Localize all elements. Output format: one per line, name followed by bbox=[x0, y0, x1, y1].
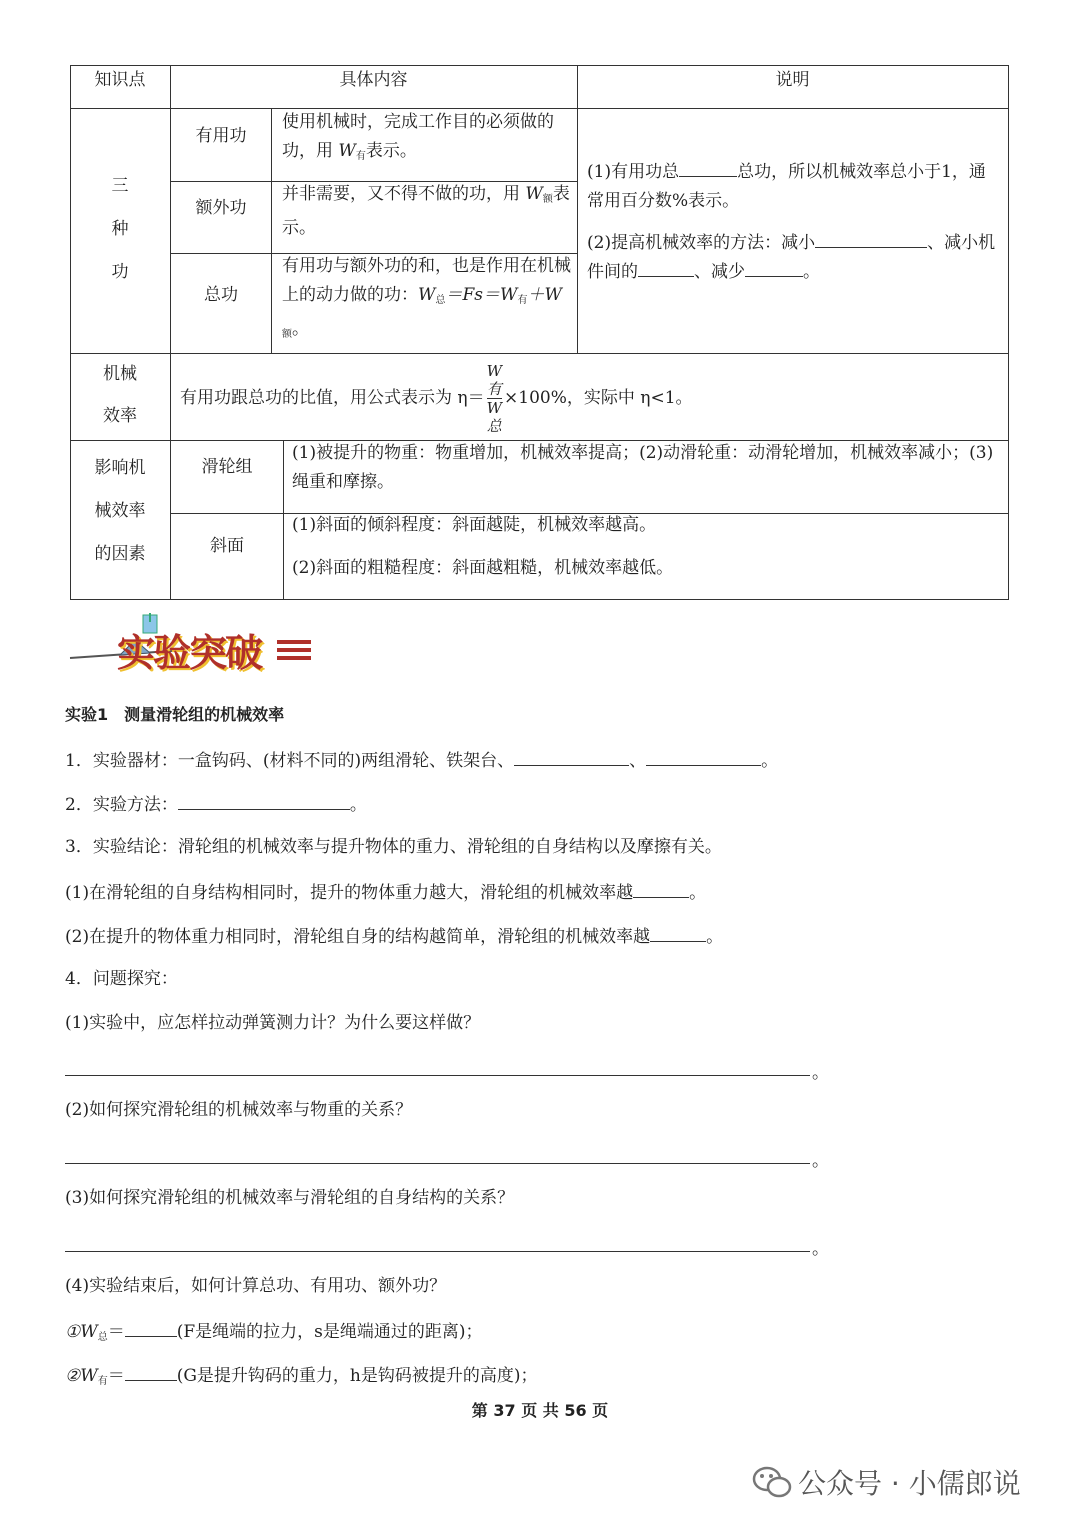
answer-line-2 bbox=[65, 1163, 810, 1164]
answer-1-period: 。 bbox=[812, 1063, 829, 1083]
three-works-label: 三 种 功 bbox=[111, 176, 129, 282]
wechat-icon bbox=[752, 1464, 792, 1500]
experiment-item-4: 4．问题探究： bbox=[65, 969, 178, 989]
answer-line-1 bbox=[65, 1075, 810, 1076]
conclusion-2: (2)在提升的物体重力相同时，滑轮组自身的结构越简单，滑轮组的机械效率越 。 bbox=[65, 923, 723, 949]
incline-desc-2: (2)斜面的粗糙程度：斜面越粗糙，机械效率越低。 bbox=[292, 558, 674, 578]
note-improve-efficiency: (2)提高机械效率的方法：减小 、减小机件间的 、减少 。 bbox=[587, 229, 1002, 287]
useful-work-label: 有用功 bbox=[195, 126, 247, 146]
question-2: (2)如何探究滑轮组的机械效率与物重的关系？ bbox=[65, 1100, 413, 1120]
formula-total-work: $①W_总= (F$是绳端的拉力，s是绳端通过的距离)； bbox=[65, 1318, 483, 1350]
question-1: (1)实验中，应怎样拉动弹簧测力计？为什么要这样做？ bbox=[65, 1013, 481, 1033]
experiment-title: 实验1 测量滑轮组的机械效率 bbox=[65, 705, 285, 724]
efficiency-fraction: W 有 W 总 bbox=[486, 362, 503, 435]
incline-label: 斜面 bbox=[210, 536, 244, 556]
header-note: 说明 bbox=[775, 70, 810, 90]
experiment-item-3: 3．实验结论：滑轮组的机械效率与提升物体的重力、滑轮组的自身结构以及摩擦有关。 bbox=[65, 837, 722, 857]
watermark bbox=[752, 1460, 1052, 1504]
pulley-label: 滑轮组 bbox=[201, 457, 253, 477]
watermark-text: 公众号 · 小儒郎说 bbox=[798, 1467, 1021, 1500]
page-number: 第 37 页 共 56 页 bbox=[471, 1401, 609, 1420]
incline-desc-1: (1)斜面的倾斜程度：斜面越陡，机械效率越高。 bbox=[292, 515, 657, 535]
extra-work-desc: 并非需要，又不得不做的功，用 $W_额$表示。 bbox=[282, 184, 570, 238]
experiment-item-2: 2．实验方法： 。 bbox=[65, 791, 367, 817]
total-work-label: 总功 bbox=[204, 285, 238, 305]
factors-label: 影响机 械效率 的因素 bbox=[94, 458, 146, 564]
banner-title: 实验突破 bbox=[117, 631, 262, 675]
question-4: (4)实验结束后，如何计算总功、有用功、额外功？ bbox=[65, 1276, 447, 1296]
useful-work-desc: 使用机械时，完成工作目的必须做的功，用 $W_有$表示。 bbox=[282, 112, 554, 162]
experiment-banner bbox=[65, 610, 315, 675]
efficiency-label: 机械 效率 bbox=[103, 364, 137, 426]
extra-work-label: 额外功 bbox=[195, 198, 247, 218]
answer-line-3 bbox=[65, 1251, 810, 1252]
efficiency-formula: 有用功跟总功的比值，用公式表示为 η＝ W 有 W 总 ×100%，实际中 η<1。 bbox=[180, 362, 693, 435]
note-useful-less-than-total: (1)有用功总 总功，所以机械效率总小于1，通常用百分数%表示。 bbox=[587, 158, 1002, 216]
total-work-desc: 有用功与额外功的和，也是作用在机械上的动力做的功：$W_总=Fs=W_有+W_额$。 bbox=[282, 256, 571, 340]
experiment-item-1: 1．实验器材：一盒钩码、(材料不同的)两组滑轮、铁架台、 、 。 bbox=[65, 747, 778, 773]
header-knowledge: 知识点 bbox=[94, 70, 146, 90]
pulley-desc: (1)被提升的物重：物重增加，机械效率提高；(2)动滑轮重：动滑轮增加，机械效率减小；(3)绳重和摩擦。 bbox=[292, 443, 994, 492]
header-content: 具体内容 bbox=[339, 70, 408, 90]
answer-3-period: 。 bbox=[812, 1239, 829, 1259]
answer-2-period: 。 bbox=[812, 1151, 829, 1171]
conclusion-1: (1)在滑轮组的自身结构相同时，提升的物体重力越大，滑轮组的机械效率越 。 bbox=[65, 879, 706, 905]
formula-useful-work: $②W_有= (G$是提升钩码的重力，h是钩码被提升的高度)； bbox=[65, 1362, 538, 1394]
question-3: (3)如何探究滑轮组的机械效率与滑轮组的自身结构的关系？ bbox=[65, 1188, 515, 1208]
